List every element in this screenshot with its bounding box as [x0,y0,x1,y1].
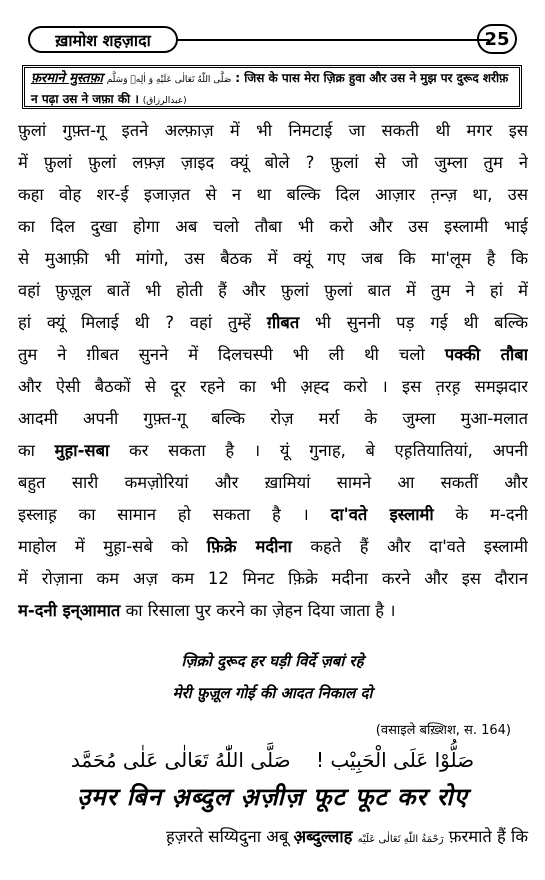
keyword-fikre-madina: फ़िक्रे मदीना [206,537,292,556]
salat-line [0,748,545,772]
body-line [18,502,528,525]
body-line [18,438,528,461]
section-heading: उ़मर बिन अ़ब्दुल अ़ज़ीज़ फूट फूट कर रोए [77,783,468,811]
page-number: 25 [477,24,517,54]
body-line: वहां फ़ुज़ूल बातें भी होती हैं और फ़ुलां फ़ुलां बात में तुम ने हां में [18,281,528,300]
keyword-abdullah: अ़ब्दुल्लाह [293,827,353,846]
verse-line-2: मेरी फ़ुज़ूल गोई की आदत निकाल दो [172,684,373,702]
body-text: का [18,441,35,460]
body-line: कहा वोह शर-ई इजाज़त से न था बल्कि दिल आज़ार त़न्ज़ था, उस [18,185,528,204]
body-line: में रोज़ाना कम अज़ कम 12 मिनट फ़िक्रे मदीना करने और इस दौरान [18,569,528,588]
body-text: कर सकता है । यूं गुनाह, बे एह़तियातियां, अपनी [129,441,528,460]
header-rule [178,39,489,41]
keyword-gheebat: ग़ीबत [266,313,300,332]
hadith-honorific: صَلَّى اللّٰهُ تَعَالٰى عَلَيْهِ وَ اٰلِهٖ وَسَلَّم [106,75,232,85]
body-line: में फ़ुलां फ़ुलां लफ़्ज़ ज़ाइद क्यूं बोले ? फ़ुलां से जो जुम्ला तुम ने [18,153,528,172]
body-line: का दिल दुखा होगा अब चलो तौबा भी करो और उस इस्लामी भाई [18,217,528,236]
body-text: भी सुननी पड़ गई थी बल्कि [315,313,528,332]
body-text: ह़ज़रते सय्यिदुना अबू [166,827,289,846]
hadith-text: : जिस के पास मेरा ज़िक्र हुवा और उस ने मुझ पर दुरूद शरीफ़ न पढ़ा उस ने जफ़ा की । [31,71,509,106]
salat-call: صَلُّوْا عَلَى الْحَبِيْب ! [316,748,475,772]
body-line [18,534,528,557]
keyword-madani-inamaat: म-दनी इन्आमात [18,601,121,620]
keyword-dawat-e-islami: दा'वते इस्लामी [330,505,434,524]
body-text: इस्लाह़ का सामान हो सकता है । [18,505,309,524]
body-line [18,598,528,621]
citation: (वसाइले बख़्शिश, स. 164) [375,723,511,738]
body-text: के म-दनी [455,505,528,524]
body-line [18,342,528,365]
book-title: ख़ामोश शहज़ादा [28,26,178,53]
body-text: का रिसाला पुर करने का ज़ेहन दिया जाता है । [125,601,396,620]
body-line: और ऐसी बैठकों से दूर रहने का भी अ़ह्द करो । इस त़रह़ समझदार [18,377,528,396]
salat-response: صَلَّى اللّٰهُ تَعَالٰى عَلٰى مُحَمَّد [70,748,291,772]
body-text: माहोल में मुह़ा-सबे को [18,537,189,556]
body-text: फ़रमाते हैं कि [448,827,528,846]
body-text: कहते हैं और दा'वते इस्लामी [310,537,528,556]
keyword-muhasaba: मुह़ा-सबा [54,441,110,460]
body-text: हां क्यूं मिलाई थी ? वहां तुम्हें [18,313,251,332]
hadith-box [22,65,522,109]
body-line [18,310,528,333]
verse-line-1: ज़िक्रो दुरूद हर घड़ी विर्दे ज़बां रहे [181,652,364,670]
body-line: बहुत सारी कमज़ोरियां और ख़ामियां सामने आ सकतीं और [18,473,528,492]
body-line: आदमी अपनी गुफ़्त-गू बल्कि रोज़ मर्रा के जुम्ला मुआ-मलात [18,409,528,428]
honorific: رَحْمَةُ اللّٰهِ تَعَالٰى عَلَيْه [357,834,444,845]
keyword-pakki-tauba: पक्की तौबा [444,345,528,364]
hadith-label: फ़रमाने मुस्तफ़ा [31,71,103,86]
body-text: तुम ने ग़ीबत सुनने में दिलचस्पी भी ली थी चलो [18,345,425,364]
body-line: फ़ुलां गुफ़्त-गू इतने अल्फ़ाज़ में भी निमटाई जा सकती थी मगर इस [18,121,528,140]
body-line: से मुआफ़ी भी मांगो, उस बैठक में क्यूं गए जब कि मा'लूम है कि [18,249,528,268]
hadith-source: (عبدالرزاق) [142,96,187,106]
final-line [18,824,528,847]
